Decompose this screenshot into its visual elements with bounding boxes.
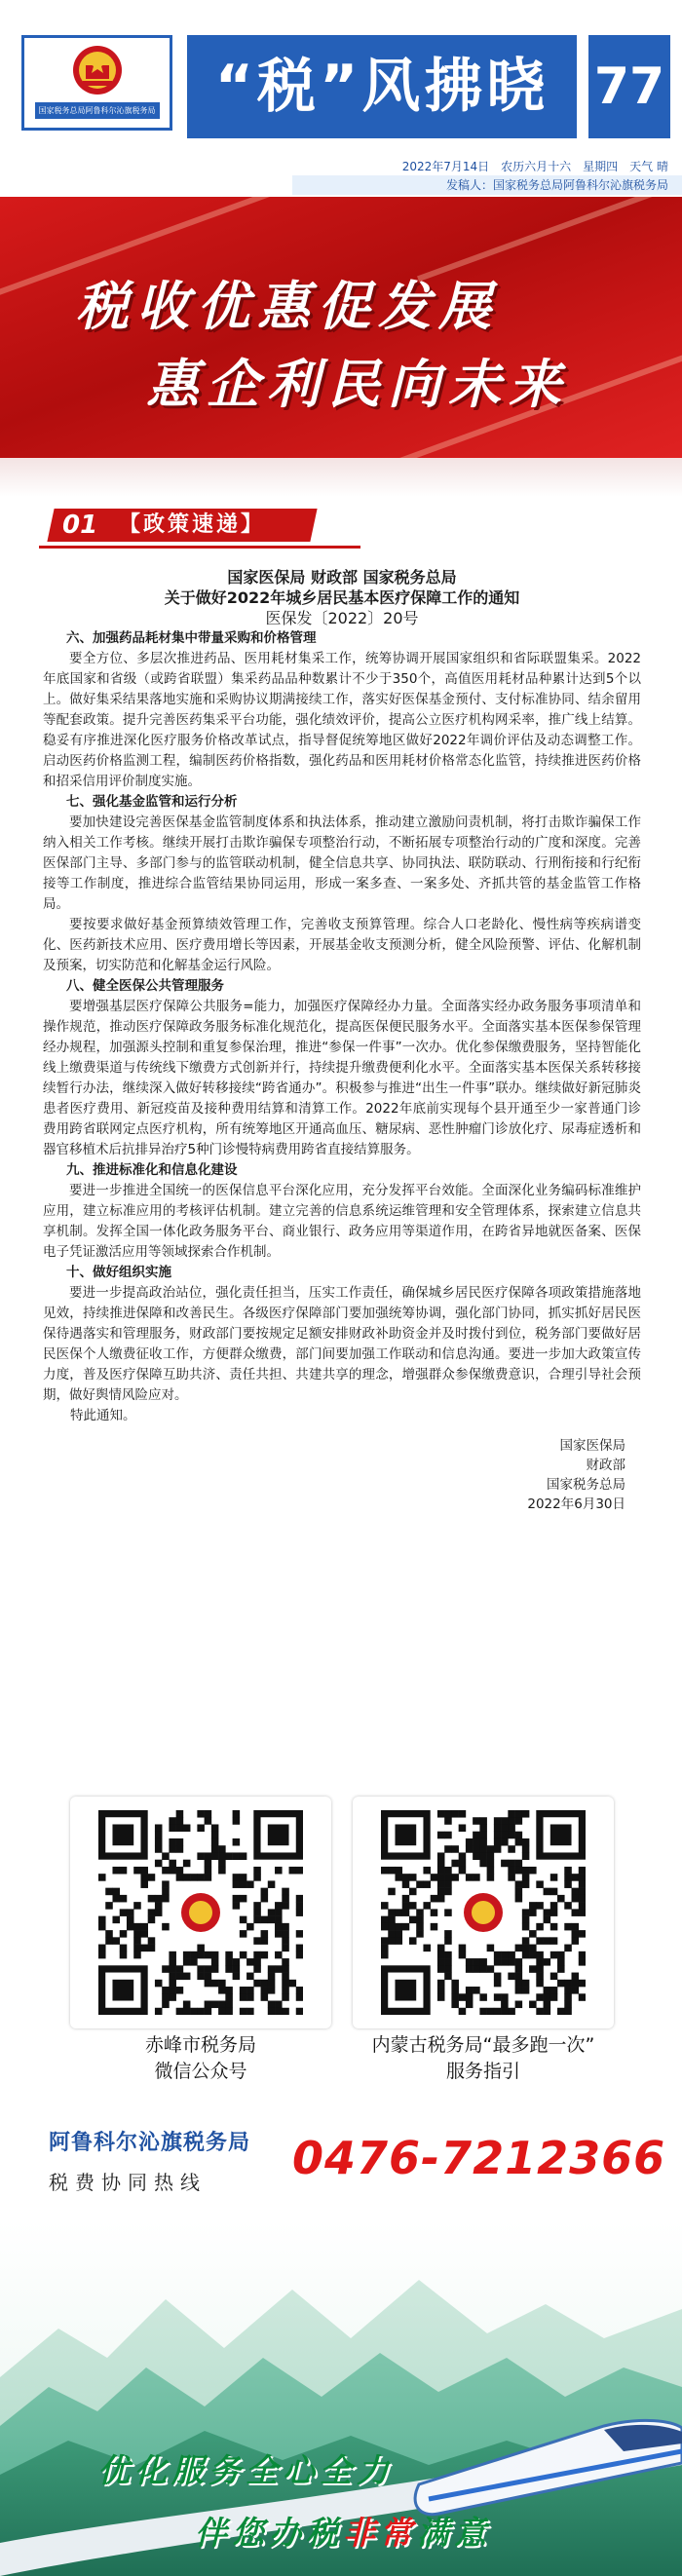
banner-headline-1: 税收优惠促发展 — [76, 276, 499, 337]
banner-fade — [0, 458, 682, 497]
tax-bureau-logo — [21, 35, 172, 131]
article-paragraph: 要按要求做好基金预算绩效管理工作，完善收支预算管理。综合人口老龄化、慢性病等疾病谱变化、医药新技术应用、医疗费用增长等因素，开展基金收支预测分析，健全风险预警、评估、化解机制及预案，切实防范和化解基金运行风险。 — [43, 917, 641, 973]
section-heading: 九、推进标准化和信息化建设 — [66, 1162, 238, 1178]
article-paragraph: 要全方位、多层次推进药品、医用耗材集采工作，统筹协调开展国家组织和省际联盟集采。2022年底国家和省级（或跨省联盟）集采药品品种数累计不少于350个，高值医用耗材品种累计达到5个以上。做好集采结果落地实施和采购协议期满接续工作，落实好医保基金预付、支付标准协同、结余留用等配套政策。提升完善医药集采平台功能，强化绩效评价，提高公立医疗机构网采率，推广线上结算。稳妥有序推进深化医疗服务价格改革试点，指导督促统筹地区做好2022年调价评估及动态调整工作。启动医药价格监测工程，编制医药价格指数，强化药品和医用耗材价格常态化监管，持续推进医药价格和招采信用评价制度实施。 — [43, 651, 641, 789]
hotline-label: 税费协同热线 — [49, 2171, 207, 2194]
slogan-text: 满意 — [417, 2514, 491, 2552]
date-line: 2022年7月14日 农历六月十六 星期四 天气 晴 — [401, 160, 668, 173]
publisher-line: 发稿人：国家税务总局阿鲁科尔沁旗税务局 — [445, 178, 668, 192]
article-paragraph: 要进一步推进全国统一的医保信息平台深化应用，充分发挥平台效能。全面深化业务编码标准维护应用，建立标准应用的考核评估机制。建立完善的信息系统运维管理和安全管理体系，探索建立信息共享机制。发挥全国一体化政务服务平台、商业银行、政务应用等渠道作用，在跨省异地就医备案、医保电子凭证激活应用等领域探索合作机制。 — [43, 1183, 641, 1260]
signature-date: 2022年6月30日 — [527, 1496, 625, 1512]
signature-issuer: 财政部 — [586, 1458, 625, 1473]
logo-caption: 国家税务总局阿鲁科尔沁旗税务局 — [35, 102, 160, 119]
qr-caption-line: 赤峰市税务局 — [144, 2034, 256, 2056]
section-heading: 十、做好组织实施 — [66, 1265, 171, 1280]
qr-code-icon — [381, 1810, 586, 2015]
section-label: 【政策速递】 — [119, 512, 266, 537]
article-title: 关于做好2022年城乡居民基本医疗保障工作的通知 — [164, 588, 520, 607]
qr-caption-chifeng — [70, 2032, 331, 2085]
policy-article — [43, 567, 641, 1514]
section-heading: 六、加强药品耗材集中带量采购和价格管理 — [66, 630, 317, 646]
section-number: 01 — [62, 511, 98, 540]
qr-caption-line: 微信公众号 — [154, 2061, 247, 2082]
tax-emblem-icon — [71, 44, 124, 96]
qr-caption-neimenggu — [353, 2032, 614, 2085]
issue-number: 77 — [588, 35, 670, 138]
masthead — [0, 0, 682, 156]
signature-issuer: 国家医保局 — [559, 1438, 625, 1454]
slogan-line-2 — [195, 2508, 491, 2554]
banner-headline-2: 惠企利民向未来 — [146, 354, 569, 415]
hotline-number[interactable]: 0476-7212366 — [292, 2132, 666, 2184]
qr-card-chifeng[interactable] — [70, 1797, 331, 2028]
article-issuers: 国家医保局 财政部 国家税务总局 — [227, 568, 457, 587]
signature-issuer: 国家税务总局 — [547, 1477, 625, 1493]
article-paragraph: 要增强基层医疗保障公共服务=能力，加强医疗保障经办力量。全面落实经办政务服务事项清单和操作规范，推动医疗保障政务服务标准化规范化，提高医保便民服务水平。全面落实基本医保参保管理经办规程，加强源头控制和重复参保治理，推进“参保一件事”一次办。优化参保缴费服务，坚持智能化线上缴费渠道与传统线下缴费方式创新并行，持续提升缴费便利化水平。全面落实基本医保关系转移接续暂行办法，继续深入做好转移接续“跨省通办”。积极参与推进“出生一件事”联办。继续做好新冠肺炎患者医疗费用、新冠疫苗及接种费用结算和清算工作。2022年底前实现每个县开通至少一家普通门诊费用跨省联网定点医疗机构，所有统筹地区开通高血压、糖尿病、恶性肿瘤门诊放化疗、尿毒症透析和器官移植术后抗排异治疗5种门诊慢特病费用跨省直接结算服务。 — [43, 999, 641, 1157]
qr-caption-line: 服务指引 — [445, 2061, 520, 2082]
qr-card-neimenggu[interactable] — [353, 1797, 614, 2028]
slogan-text: 伴您办税 — [195, 2514, 343, 2552]
slogan-line-1: 优化服务全心全力 — [97, 2451, 394, 2489]
section-underline — [39, 546, 360, 549]
document-number: 医保发〔2022〕20号 — [265, 609, 419, 627]
hotline-org: 阿鲁科尔沁旗税务局 — [49, 2131, 251, 2155]
section-heading: 七、强化基金监管和运行分析 — [66, 794, 238, 810]
hero-banner — [0, 197, 682, 458]
closing-line: 特此通知。 — [70, 1408, 136, 1423]
qr-code-icon — [98, 1810, 303, 2015]
section-heading: 八、健全医保公共管理服务 — [66, 978, 224, 994]
qr-caption-line: 内蒙古税务局“最多跑一次” — [371, 2034, 595, 2056]
newsletter-title: “税”风拂晓 — [187, 35, 577, 138]
article-paragraph: 要进一步提高政治站位，强化责任担当，压实工作责任，确保城乡居民医疗保障各项政策措施落地见效，持续推进保障和改善民生。各级医疗保障部门要加强统筹协调，强化部门协同，抓实抓好居民医保待遇落实和管理服务，财政部门要按规定足额安排财政补助资金并及时拨付到位，税务部门要做好居民医保个人缴费征收工作，方便群众缴费，部门间要加强工作联动和信息沟通。要进一步加大政策宣传力度，普及医疗保障互助共济、责任共担、共建共享的理念，增强群众参保缴费意识，合理引导社会预期，做好舆情风险应对。 — [43, 1285, 641, 1403]
article-paragraph: 要加快建设完善医保基金监管制度体系和执法体系，推动建立激励问责机制，将打击欺诈骗保工作纳入相关工作考核。继续开展打击欺诈骗保专项整治行动，不断拓展专项整治行动的广度和深度。完善医保部门主导、多部门参与的监管联动机制，健全信息共享、协同执法、联防联动、行刑衔接和行纪衔接等工作制度，推进综合监管结果协同运用，形成一案多查、一案多处、齐抓共管的基金监管工作格局。 — [43, 814, 641, 912]
slogan-highlight: 非常 — [343, 2514, 417, 2552]
